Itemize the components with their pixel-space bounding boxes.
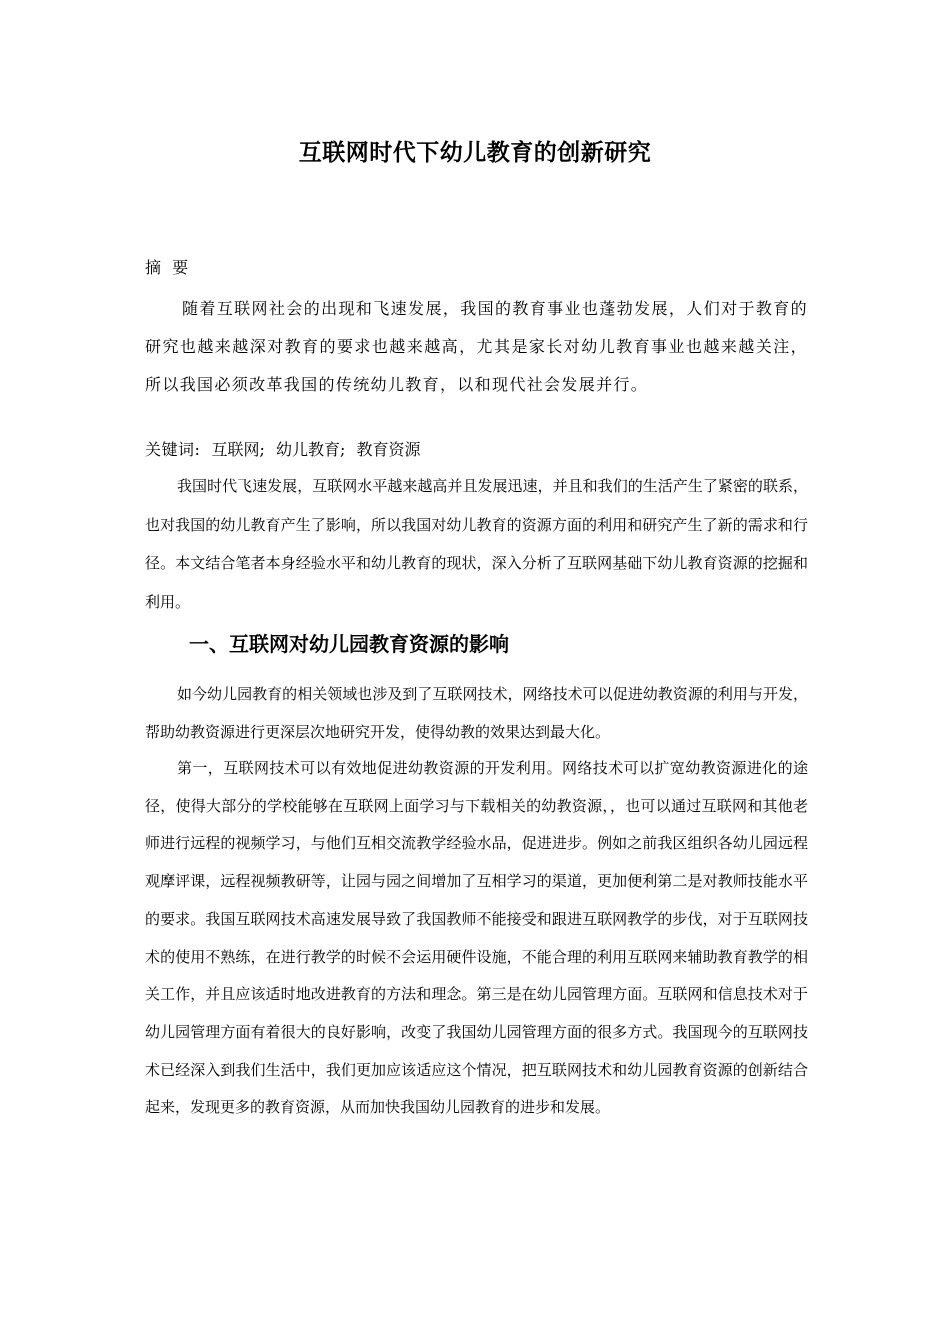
keywords-label: 关键词: bbox=[145, 440, 201, 459]
body-paragraph: 第一，互联网技术可以有效地促进幼教资源的开发利用。网络技术可以扩宽幼教资源进化的途径，使得大部分的学校能够在互联网上面学习与下载相关的幼教资源，，也可以通过互联网和其他老师进行远程的视频学习，与他们互相交流教学经验水品，促进进步。例如之前我区组织各幼儿园远程观摩评课，远程视频教研等，让园与园之间增加了互相学习的渠道，更加便利第二是对教师技能水平的要求。我国互联网技术高速发展导致了我国教师不能接受和跟进互联网教学的步伐，对于互联网技术的使用不熟练，在进行教学的时候不会运用硬件设施，不能合理的利用互联网来辅助教育教学的相关工作，并且应该适时地改进教育的方法和理念。第三是在幼儿园管理方面。互联网和信息技术对于幼儿园管理方面有着很大的良好影响，改变了我国幼儿园管理方面的很多方式。我国现今的互联网技术已经深入到我们生活中，我们更加应该适应这个情况，把互联网技术和幼儿园教育资源的创新结合起来，发现更多的教育资源，从而加快我国幼儿园教育的进步和发展。 bbox=[145, 759, 808, 1117]
keyword-item: 教育资源 bbox=[356, 440, 421, 459]
keywords-line bbox=[145, 436, 421, 464]
document-title: 互联网时代下幼儿教育的创新研究 bbox=[298, 140, 652, 166]
abstract-label: 摘 要 bbox=[145, 258, 189, 277]
abstract-text: 随着互联网社会的出现和飞速发展，我国的教育事业也蓬勃发展，人们对于教育的研究也越来越深对教育的要求也越来越高，尤其是家长对幼儿教育事业也越来越关注，所以我国必须改革我国的传统幼儿教育，以和现代社会发展并行。 bbox=[145, 299, 808, 394]
intro-paragraph: 我国时代飞速发展，互联网水平越来越高并且发展迅速，并且和我们的生活产生了紧密的联系，也对我国的幼儿教育产生了影响，所以我国对幼儿教育的资源方面的利用和研究产生了新的需求和行径。本文结合笔者本身经验水平和幼儿教育的现状，深入分析了互联网基础下幼儿教育资源的挖掘和利用。 bbox=[145, 477, 808, 611]
keyword-item: 互联网; bbox=[211, 440, 265, 459]
section-heading: 一、互联网对幼儿园教育资源的影响 bbox=[189, 632, 509, 656]
body-paragraph: 如今幼儿园教育的相关领域也涉及到了互联网技术，网络技术可以促进幼教资源的利用与开发，帮助幼教资源进行更深层次地研究开发，使得幼教的效果达到最大化。 bbox=[145, 685, 808, 741]
keyword-item: 幼儿教育; bbox=[276, 440, 346, 459]
